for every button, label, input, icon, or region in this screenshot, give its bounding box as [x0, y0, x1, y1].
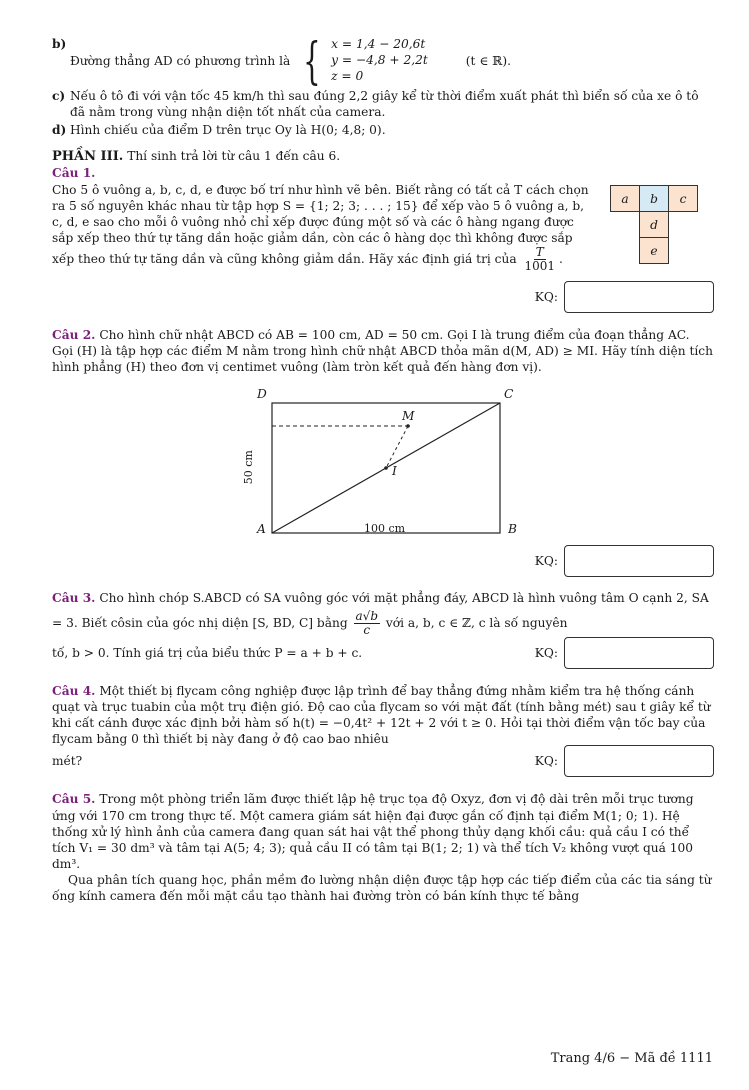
- eq-condition: (t ∈ ℝ).: [465, 53, 511, 68]
- item-d-label: d): [52, 123, 67, 138]
- label-b: B: [508, 521, 517, 536]
- label-bottom: 100 cm: [364, 521, 406, 535]
- q3-frac-num: a√b: [355, 608, 379, 623]
- point-i: [384, 466, 388, 470]
- item-c: [52, 88, 714, 120]
- rectangle-figure: [52, 382, 714, 547]
- q1-answer-row: [52, 281, 714, 313]
- item-c-text: Nếu ô tô đi với vận tốc 45 km/h thì sau đúng 2,2 giây kể từ thời điểm xuất phát thì biển số của xe ô tô đã nằm trong vùng nhận diện tốt nhất của camera.: [70, 89, 699, 120]
- system-brace-icon: {: [303, 32, 321, 90]
- question-4: [52, 683, 714, 747]
- exam-page: [52, 30, 714, 904]
- q4-kq-label: KQ:: [534, 754, 558, 769]
- label-m: M: [402, 408, 415, 423]
- q1-text: Cho 5 ô vuông a, b, c, d, e được bố trí như hình vẽ bên. Biết rằng có tất cả T cách chọn ra 5 số nguyên khác nhau từ tập hợp S = {1; 2; 3; . . . ; 15} để xếp vào 5 ô vuông a, b, c, d, e sao cho mỗi ô vuông nhỏ chỉ xếp được đúng một số và các ô hàng ngang được sắp xếp theo thứ tự tăng dần hoặc giảm dần, còn các ô hàng dọc thì không được sắp xếp theo thứ tự tăng dần và cũng không giảm dần. Hãy xác định giá trị của: [52, 182, 589, 267]
- question-2: [52, 327, 714, 375]
- q3-text-2: với a, b, c ∈ ℤ, c là số nguyên: [385, 615, 568, 630]
- q4-text: Một thiết bị flycam công nghiệp được lập trình để bay thẳng đứng nhằm kiểm tra hệ thống cánh quạt và trục tuabin của một trụ điện gió. Độ cao của flycam so với mặt đất (tính bằng mét) sau t giây kể từ khi cất cánh được xác định bởi hàm số h(t) = −0,4t² + 12t + 2 với t ≥ 0. Hỏi tại thời điểm vận tốc bay của flycam bằng 0 thì thiết bị này đang ở độ cao bao nhiêu: [52, 684, 711, 747]
- q1-frac-den: 1001: [524, 259, 556, 274]
- q5-text: Trong một phòng triển lãm được thiết lập hệ trục tọa độ Oxyz, đơn vị độ dài trên mỗi trục tương ứng với 170 cm trong thực tế. Một camera giám sát hiện đại được gắn cố định tại điểm M(1; 0; 1). Hệ thống xử lý hình ảnh của camera đang quan sát hai vật thể phong thủy dạng khối cầu: quả cầu I có thể tích V₁ = 30 dm³ và tâm tại A(5; 4; 3); quả cầu II có tâm tại B(1; 2; 1) và thể tích V₂ không vượt quá 100 dm³.: [52, 792, 694, 871]
- label-i: I: [392, 463, 397, 478]
- q3-answer-box[interactable]: [564, 637, 714, 669]
- eq-x: x = 1,4 − 20,6t: [331, 37, 426, 52]
- q1-fraction: [523, 246, 558, 273]
- part3-title: PHẦN III.: [52, 149, 124, 165]
- item-b-label: b): [52, 37, 67, 51]
- cell-b: b: [639, 185, 669, 212]
- label-c: C: [504, 386, 514, 401]
- eq-y: y = −4,8 + 2,2t: [331, 53, 428, 68]
- q3-frac-den: c: [363, 622, 371, 637]
- q2-answer-row: [52, 545, 714, 577]
- part3-subtitle: Thí sinh trả lời từ câu 1 đến câu 6.: [127, 149, 341, 164]
- question-5: [52, 791, 714, 871]
- item-b-text: Đường thẳng AD có phương trình là: [70, 53, 291, 68]
- question-1: Câu 1. Cho 5 ô vuông a, b, c, d, e được bố trí như hình vẽ bên. Biết rằng có tất cả T cách chọn ra 5 số nguyên khác nhau từ tập hợp S = {1; 2; 3; . . . ; 15} để xếp vào 5 ô vuông a, b, c, d, e sao cho mỗi ô vuông nhỏ chỉ xếp được đúng một số và các ô hàng ngang được sắp xếp theo thứ tự tăng dần hoặc giảm dần, còn các ô hàng dọc thì không được sắp xếp theo thứ tự tăng dần và cũng không giảm dần. Hãy xác định giá trị của $\frac{T}{1001}$ . a b c d e: [52, 165, 714, 273]
- q3-text-3: tố, b > 0. Tính giá trị của biểu thức P = a + b + c.: [52, 646, 363, 661]
- eq-z: z = 0: [331, 68, 364, 83]
- item-d: [52, 122, 714, 138]
- q4-answer-box[interactable]: [564, 745, 714, 777]
- cell-c: c: [668, 185, 698, 212]
- q5-label: Câu 5.: [52, 792, 96, 807]
- q3-text-1: Cho hình chóp S.ABCD có SA vuông góc với mặt phẳng đáy, ABCD là hình vuông tâm O cạnh 2, SA = 3. Biết côsin của góc nhị diện [S, BD, C] bằng: [52, 590, 709, 630]
- q4-label: Câu 4.: [52, 684, 96, 699]
- label-a: A: [257, 521, 266, 536]
- item-d-text: Hình chiếu của điểm D trên trục Oy là H(0; 4,8; 0).: [70, 123, 386, 138]
- q1-label: Câu 1.: [52, 166, 96, 181]
- cell-a: a: [610, 185, 640, 212]
- q3-fraction: [354, 610, 380, 637]
- item-c-label: c): [52, 89, 66, 103]
- label-side: 50 cm: [241, 449, 255, 484]
- q1-answer-box[interactable]: [564, 281, 714, 313]
- question-3: [52, 587, 714, 638]
- q1-kq-label: KQ:: [534, 290, 558, 305]
- cell-d: d: [639, 211, 669, 238]
- q3-label: Câu 3.: [52, 590, 96, 605]
- q1-frac-num: T: [535, 244, 544, 259]
- q3-answer-row: [535, 637, 714, 669]
- item-b: [52, 32, 714, 90]
- q2-kq-label: KQ:: [534, 553, 558, 568]
- q4-last: mét?: [52, 754, 83, 769]
- square-layout: [610, 185, 706, 275]
- q2-label: Câu 2.: [52, 328, 96, 343]
- q2-text: Cho hình chữ nhật ABCD có AB = 100 cm, AD = 50 cm. Gọi I là trung điểm của đoạn thẳng AC. Gọi (H) là tập hợp các điểm M nằm trong hình chữ nhật ABCD thỏa mãn d(M, AD) ≥ MI. Hãy tính diện tích hình phẳng (H) theo đơn vị centimet vuông (làm tròn kết quả đến hàng đơn vị).: [52, 328, 713, 375]
- q2-answer-box[interactable]: [564, 545, 714, 577]
- point-m: [406, 424, 410, 428]
- q4-answer-row: [535, 745, 714, 777]
- part3-heading: [52, 148, 714, 165]
- q5-paragraph-2: Qua phân tích quang học, phần mềm đo lường nhận diện được tập hợp các tiếp điểm của các tia sáng từ ống kính camera đến mỗi mặt cầu tạo thành hai đường tròn có bán kính thực tế bằng: [52, 872, 712, 904]
- page-footer: Trang 4/6 − Mã đề 1111: [550, 1051, 713, 1066]
- q3-kq-label: KQ:: [534, 646, 558, 661]
- label-d: D: [257, 386, 267, 401]
- cell-e: e: [639, 237, 669, 264]
